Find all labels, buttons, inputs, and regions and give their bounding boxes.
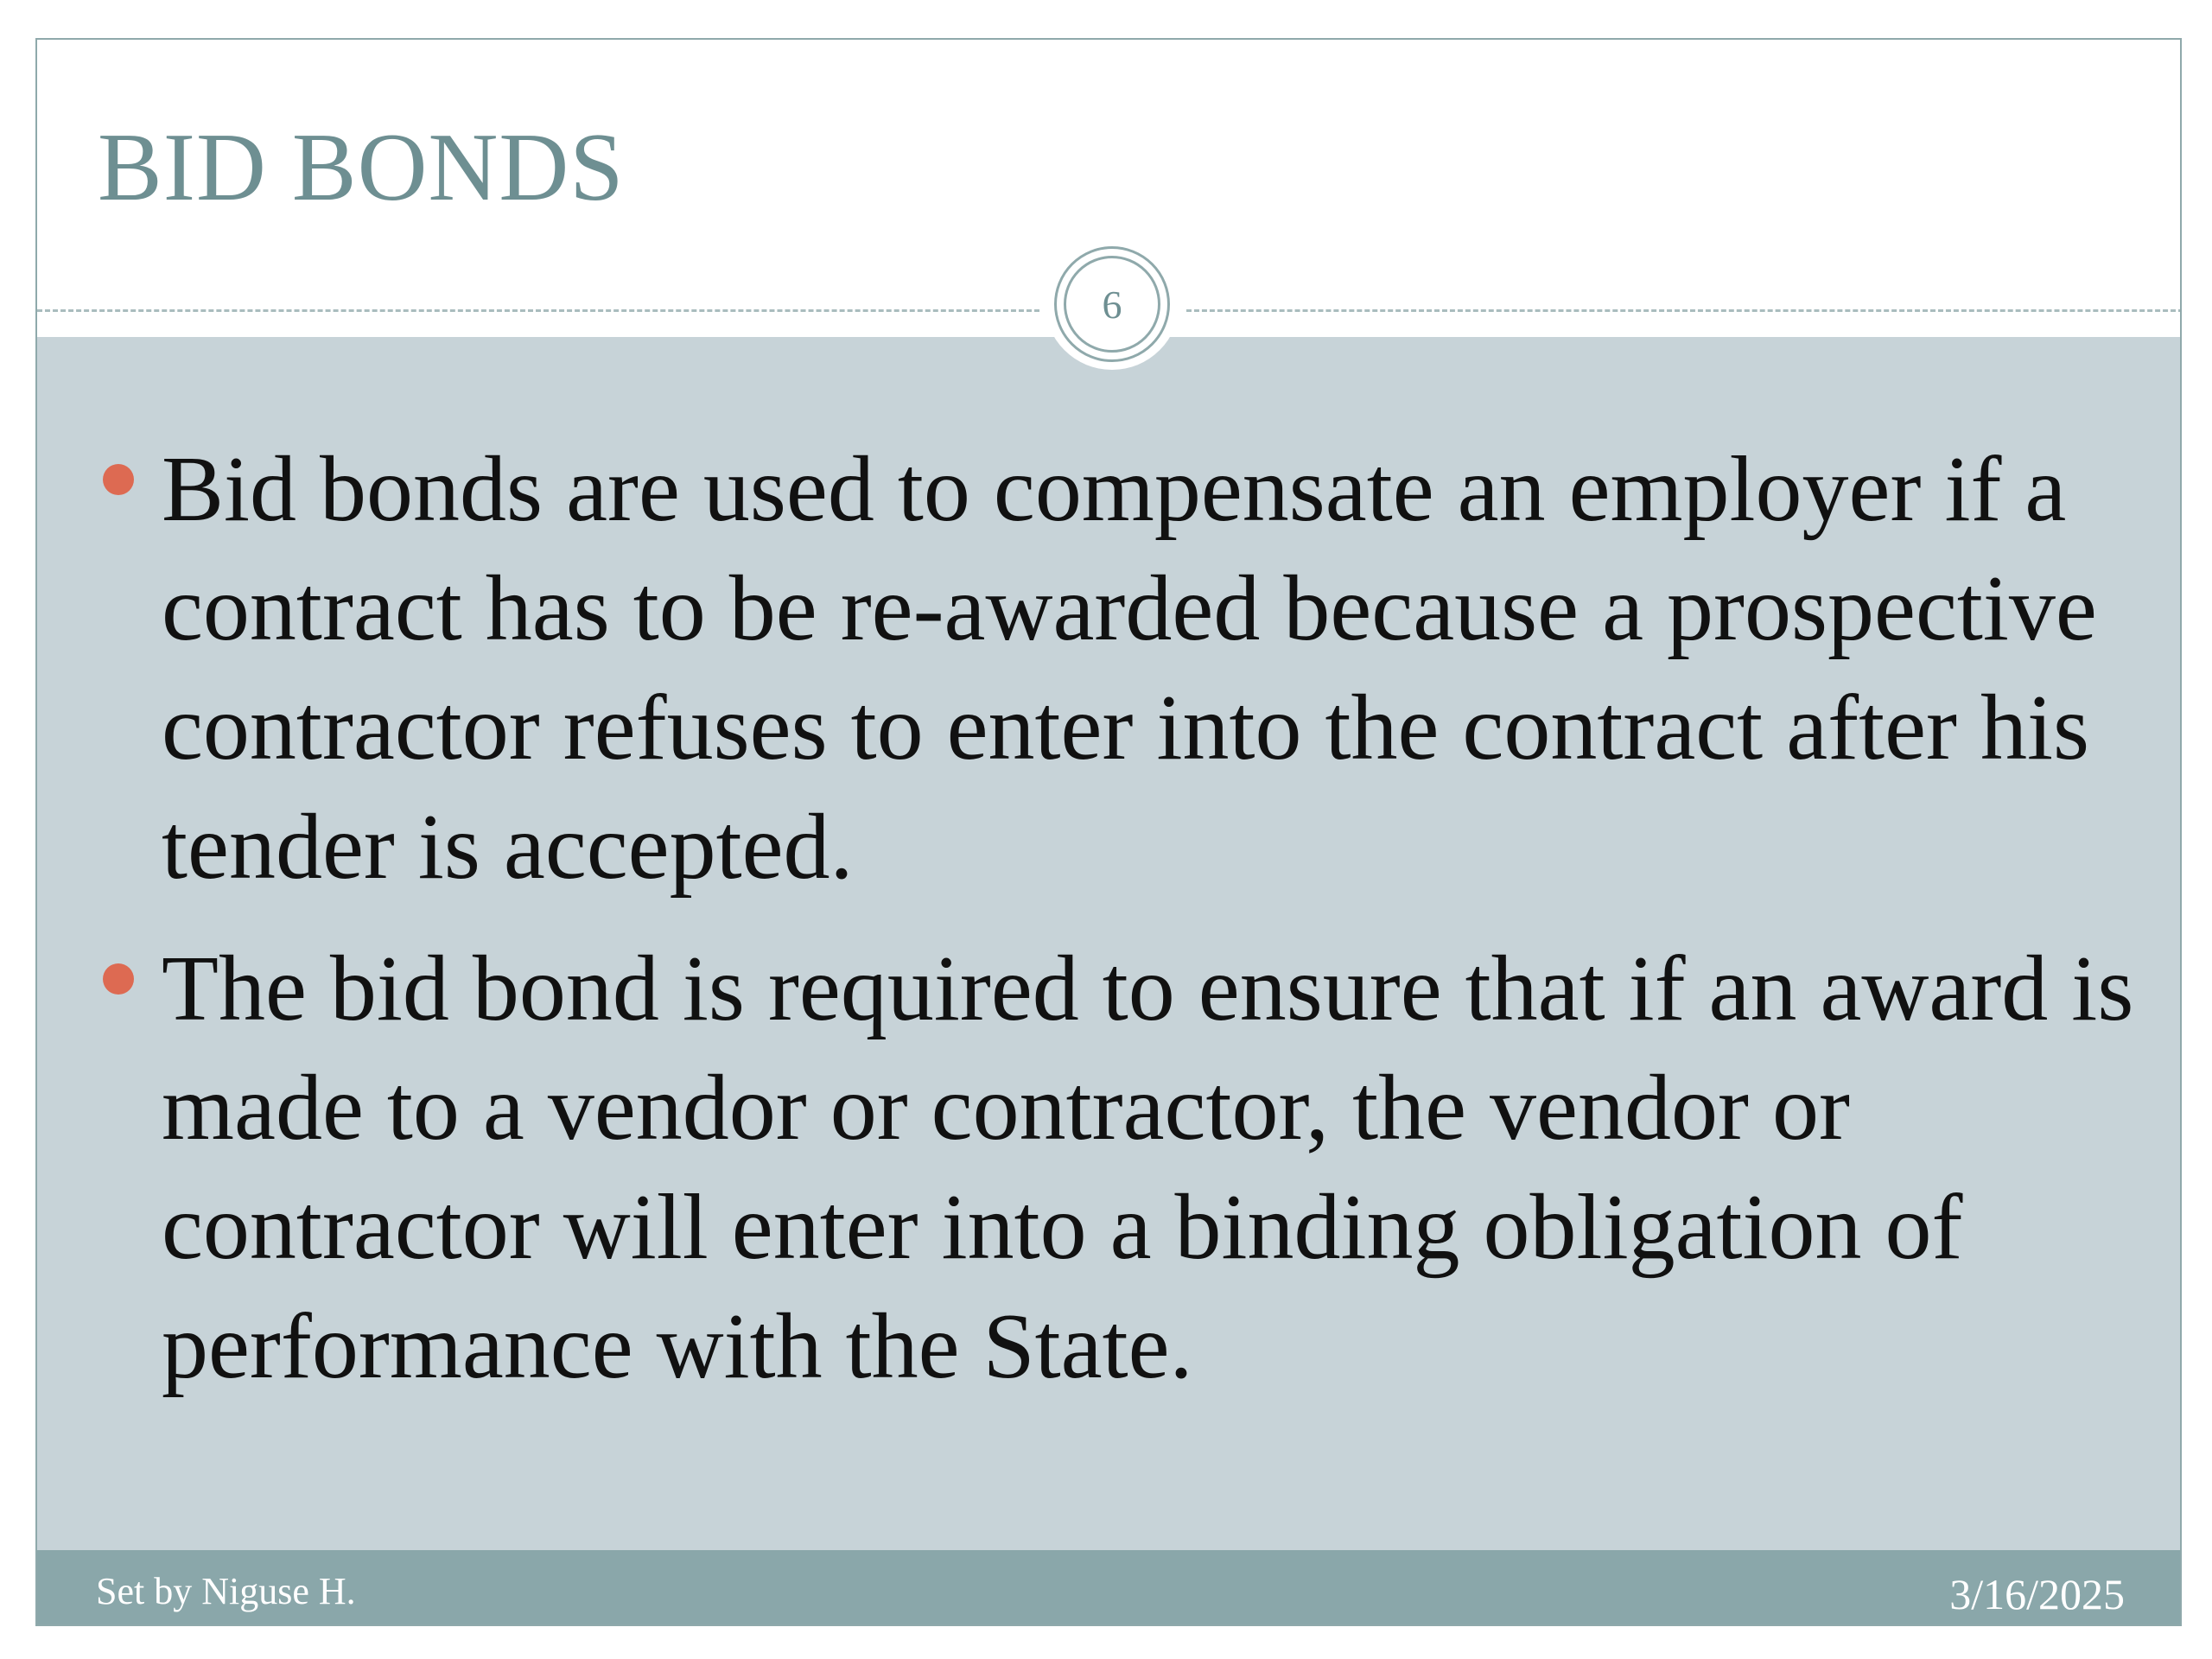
footer [37, 1550, 2182, 1626]
slide [35, 38, 2182, 1626]
slide-number: 6 [1064, 256, 1160, 353]
footer-author: Set by Niguse H. [96, 1570, 356, 1612]
header-divider-right [1186, 309, 2182, 312]
footer-date: 3/16/2025 [1949, 1570, 2125, 1618]
slide-title: BID BONDS [98, 114, 625, 221]
header-divider-left [37, 309, 1039, 312]
bullet-text: Bid bonds are used to compensate an employer if a contract has to be re-awarded because a prospective contractor refuses to enter into the contract after his tender is accepted. [162, 438, 2097, 899]
bullet-dot-icon [103, 464, 134, 495]
bullet-dot-icon [103, 963, 134, 995]
content-area [37, 337, 2182, 1550]
slide-number-badge [1054, 246, 1170, 362]
bullet-text: The bid bond is required to ensure that if an award is made to a vendor or contractor, the vendor or contractor will enter into a binding obligation of performance with the State. [162, 938, 2134, 1398]
